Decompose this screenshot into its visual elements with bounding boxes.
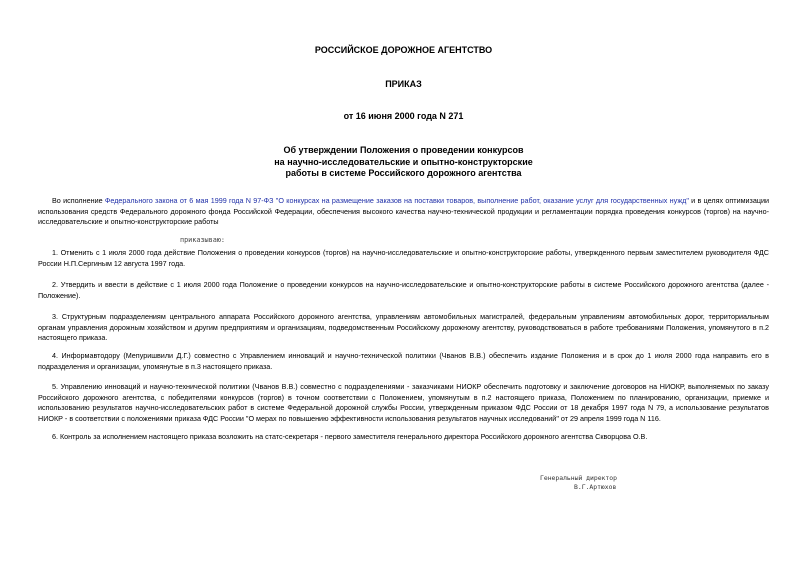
order-item-3: 3. Структурным подразделениям центрального аппарата Российского дорожного агентства, управлениям автомобильных магистралей, федеральным управлениям автомобильных дорог, территориальным органам управления дорожным хозяйством и другим предприятиям и организациям, подведомственным Российскому дорожному агентству, руководствоваться в работе требованиями Положения, упомянутого в п.2 настоящего приказа. <box>38 312 769 342</box>
document-title <box>0 145 807 180</box>
federal-law-link[interactable]: Федерального закона от 6 мая 1999 года N 97-ФЗ "О конкурсах на размещение заказов на поставки товаров, выполнение работ, оказание услуг для государственных нужд" <box>104 196 689 205</box>
order-item-1: 1. Отменить с 1 июля 2000 года действие Положения о проведении конкурсов (торгов) на научно-исследовательские и опытно-конструкторские работы, утвержденного первым заместителем руководителя ФДС России Н.П.Сергиным 12 августа 1997 года. <box>38 248 769 268</box>
title-line-3: работы в системе Российского дорожного агентства <box>285 168 522 178</box>
title-line-2: на научно-исследовательские и опытно-конструкторские <box>274 156 533 167</box>
agency-heading: РОССИЙСКОЕ ДОРОЖНОЕ АГЕНТСТВО <box>314 45 493 55</box>
signatory-name: В.Г.Артюхов <box>574 483 617 491</box>
order-item-2: 2. Утвердить и ввести в действие с 1 июля 2000 года Положение о проведении конкурсов на научно-исследовательские и опытно-конструкторские работы в системе Российского дорожного агентства (далее - Положение). <box>38 280 769 300</box>
signature-block <box>540 474 617 492</box>
intro-text-end: и в целях оптимизации использования средств Федерального дорожного фонда Российской Федерации, обеспечения высокого качества научно-технической продукции и регламентации порядка проведения конкурсов (торгов) на научно-исследовательские и опытно-конструкторские работы <box>38 196 769 226</box>
order-item-6: 6. Контроль за исполнением настоящего приказа возложить на статс-секретаря - первого заместителя генерального директора Российского дорожного агентства Скворцова О.В. <box>52 432 648 441</box>
order-item-4: 4. Информавтодору (Мепуришвили Д.Г.) совместно с Управлением инноваций и научно-технической политики (Чванов В.В.) обеспечить издание Положения и в срок до 1 июля 2000 года направить его в подразделения и организации, упомянутые в п.3 настоящего приказа. <box>38 351 769 371</box>
title-line-1: Об утверждении Положения о проведении конкурсов <box>283 145 524 155</box>
intro-paragraph <box>38 196 769 228</box>
intro-text-start: Во исполнение <box>52 196 105 205</box>
signatory-position: Генеральный директор <box>540 474 617 482</box>
order-item-5: 5. Управлению инноваций и научно-технической политики (Чванов В.В.) совместно с подразделениями - заказчиками НИОКР обеспечить подготовку и заключение договоров на НИОКР, выполняемых по заказу Российского дорожного агентства, с победителями конкурсов (торгов) в точном соответствии с Положением, упомянутым в п.2 настоящего приказа, Положением по планированию, организации, приемке и использованию результатов научно-исследовательских работ в системе Федеральной дорожной службы России, утвержденным приказом ФДС России от 18 декабря 1997 года N 79, а использование результатов НИОКР - в соответствии с положениями приказа ФДС России "О мерах по повышению эффективности использования результатов научных исследований" от 29 апреля 1999 года N 116. <box>38 382 769 423</box>
document-type-heading: ПРИКАЗ <box>385 79 422 89</box>
date-number-heading: от 16 июня 2000 года N 271 <box>343 111 464 121</box>
order-verb: приказываю: <box>180 236 226 244</box>
